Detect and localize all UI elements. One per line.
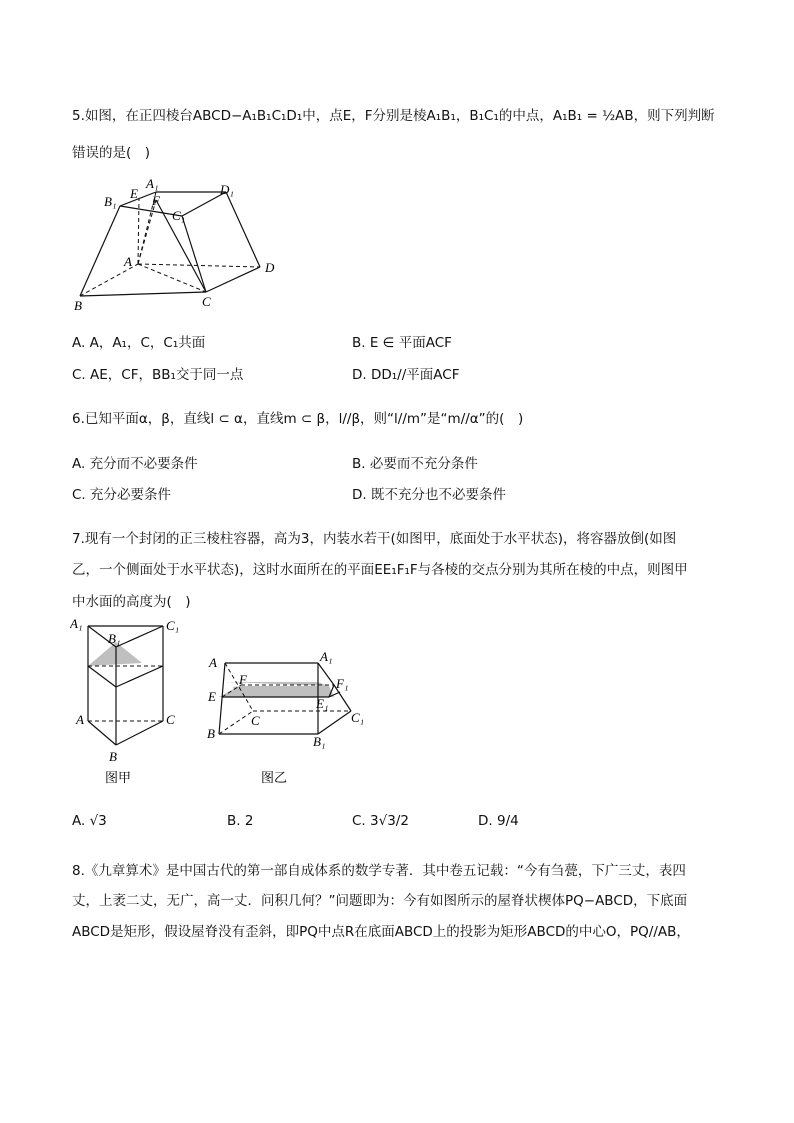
- q7-yi-label-e1: E₁: [316, 696, 329, 711]
- q7-stem-line1: 7.现有一个封闭的正三棱柱容器，高为3，内装水若干(如图甲，底面处于水平状态)，将容器放倒(如图: [72, 531, 677, 547]
- q5-label-c1: C₁: [172, 208, 186, 223]
- q7-yi-label-b: B: [207, 726, 215, 741]
- q7-yi-label-b1: B₁: [313, 734, 326, 749]
- q7-yi-label-c: C: [251, 713, 260, 728]
- q7-option-d: D. 9/4: [478, 813, 519, 829]
- q6-option-a: A. 充分而不必要条件: [72, 456, 198, 472]
- q5-option-b: B. E ∈ 平面ACF: [352, 335, 452, 351]
- q5-frustum-figure: [70, 172, 290, 312]
- q5-stem-line1: 5.如图，在正四棱台ABCD−A₁B₁C₁D₁中，点E，F分别是棱A₁B₁，B₁C₁的中点，A₁B₁ = ½AB，则下列判断: [72, 108, 715, 124]
- q5-label-b1: B₁: [104, 194, 117, 209]
- q7-yi-label-e: E: [208, 689, 216, 704]
- q5-label-e: E: [130, 186, 138, 201]
- q7-option-b: B. 2: [227, 813, 254, 829]
- q7-figure-yi: [205, 648, 375, 788]
- q7-yi-label-f1: F₁: [336, 676, 349, 691]
- q6-option-d: D. 既不充分也不必要条件: [352, 487, 506, 503]
- q5-label-a: A: [124, 254, 132, 269]
- q5-option-a: A. A，A₁，C，C₁共面: [72, 335, 206, 351]
- q7-option-a: A. √3: [72, 813, 107, 829]
- q7-jia-label-c: C: [166, 712, 175, 727]
- q7-yi-label-f: F: [239, 672, 247, 687]
- q5-label-d1: D₁: [220, 182, 234, 197]
- q6-option-c: C. 充分必要条件: [72, 487, 172, 503]
- q6-option-b: B. 必要而不充分条件: [352, 456, 478, 472]
- q7-stem-line3: 中水面的高度为( ): [72, 594, 191, 610]
- q7-yi-label-a: A: [209, 655, 217, 670]
- q7-jia-label-b: B: [109, 749, 117, 764]
- q7-yi-label-a1: A₁: [320, 649, 333, 664]
- q8-stem-line3: ABCD是矩形，假设屋脊没有歪斜，即PQ中点R在底面ABCD上的投影为矩形ABCD的中心O，PQ//AB，: [72, 924, 690, 940]
- q7-jia-caption: 图甲: [105, 771, 132, 786]
- q7-yi-caption: 图乙: [261, 771, 288, 786]
- q7-jia-label-a1: A₁: [70, 616, 83, 631]
- q7-jia-label-c1: C₁: [166, 618, 180, 633]
- q5-option-d: D. DD₁//平面ACF: [352, 367, 460, 383]
- q5-label-b: B: [74, 298, 82, 312]
- q5-stem-line2: 错误的是( ): [72, 145, 151, 161]
- q7-jia-label-a: A: [76, 712, 84, 727]
- q5-label-a1: A₁: [146, 176, 159, 191]
- q8-stem-line1: 8.《九章算术》是中国古代的第一部自成体系的数学专著．其中卷五记载：“今有刍甍，下广三丈，表四: [72, 863, 686, 879]
- q7-jia-label-b1: B₁: [108, 631, 121, 646]
- q7-option-c: C. 3√3/2: [352, 813, 409, 829]
- q5-label-f: F: [152, 193, 160, 208]
- q5-label-c: C: [202, 294, 211, 309]
- q7-yi-label-c1: C₁: [351, 710, 365, 725]
- q8-stem-line2: 丈，上袤二丈，无广，高一丈．问积几何？”问题即为：今有如图所示的屋脊状楔体PQ−ABCD，下底面: [72, 893, 688, 909]
- q5-option-c: C. AE，CF，BB₁交于同一点: [72, 367, 244, 383]
- q7-figure-jia: [70, 615, 190, 790]
- q7-stem-line2: 乙，一个侧面处于水平状态)，这时水面所在的平面EE₁F₁F与各棱的交点分别为其所在棱的中点，则图甲: [72, 562, 688, 578]
- q6-stem-line1: 6.已知平面α，β，直线l ⊂ α，直线m ⊂ β，l//β，则“l//m”是“m//α”的( ): [72, 411, 524, 427]
- q5-label-d: D: [265, 260, 275, 275]
